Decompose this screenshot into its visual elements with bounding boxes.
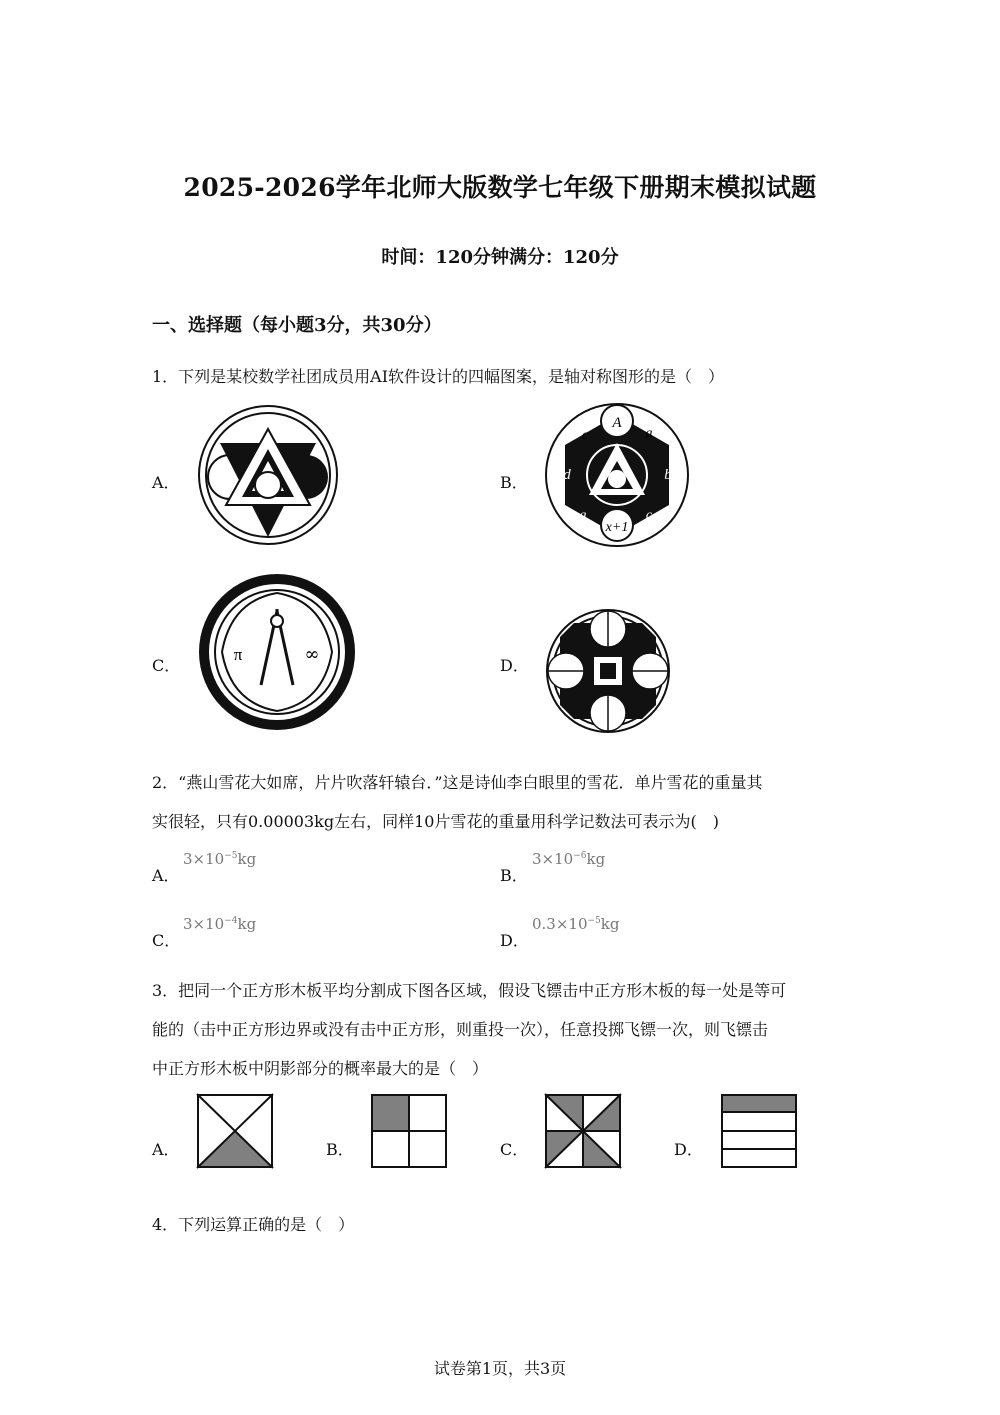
q3-figure-d [721, 1094, 797, 1168]
q3-option-c-label: C． [500, 1140, 529, 1159]
q3-figure-c [545, 1094, 621, 1168]
question-2-line-2: 实很轻，只有0.00003kg左右，同样10片雪花的重量用科学记数法可表示为( ) [152, 812, 719, 831]
q3-option-b-label: B． [326, 1140, 354, 1159]
question-4-text: 4．下列运算正确的是（ ） [152, 1215, 355, 1234]
fig-b-label-a-upper: A [612, 415, 622, 431]
q1-figure-c [198, 573, 356, 731]
q2-option-a-value: $3\times 10^{-5}kg$ [183, 850, 257, 868]
q2-option-b-label: B． [500, 866, 528, 885]
fig-c-label-infinity: ∞ [304, 644, 320, 665]
question-3-line-2: 能的（击中正方形边界或没有击中正方形，则重投一次），任意投掷飞镖一次，则飞镖击 [152, 1020, 769, 1039]
fig-b-label-a-top: a [645, 426, 653, 441]
fig-b-label-c-bottom: c [645, 508, 653, 523]
fig-c-label-pi: π [233, 645, 243, 664]
exam-info: 时间：120分钟满分：120分 [381, 247, 619, 268]
fig-b-label-c-top: c [581, 428, 589, 443]
fig-b-label-b: b [664, 467, 672, 483]
section-heading: 一、选择题（每小题3分，共30分） [152, 315, 442, 336]
q2-option-c-value: $3\times 10^{-4}kg$ [183, 915, 257, 933]
fig-b-label-d: d [563, 467, 571, 483]
page-title: 2025-2026学年北师大版数学七年级下册期末模拟试题 [183, 173, 817, 202]
question-3-line-1: 3．把同一个正方形木板平均分割成下图各区域，假设飞镖击中正方形木板的每一处是等可 [152, 981, 787, 1000]
question-1-text: 1．下列是某校数学社团成员用AI软件设计的四幅图案，是轴对称图形的是（ ） [152, 367, 725, 386]
q1-figure-b [545, 403, 690, 548]
q2-option-d-value: $0.3\times 10^{-5}kg$ [532, 915, 620, 933]
page-footer: 试卷第1页，共3页 [433, 1359, 567, 1378]
question-2-line-1: 2．“燕山雪花大如席，片片吹落轩辕台．”这是诗仙李白眼里的雪花．单片雪花的重量其 [152, 773, 763, 792]
q2-option-d-label: D． [500, 931, 529, 950]
fig-b-label-a-bottom: a [579, 508, 587, 523]
q3-option-a-label: A． [152, 1140, 180, 1159]
q1-option-d-label: D． [500, 656, 529, 675]
q1-option-b-label: B． [500, 473, 528, 492]
q1-option-a-label: A． [152, 473, 180, 492]
q3-option-d-label: D． [674, 1140, 703, 1159]
fig-b-label-x1: x+1 [605, 520, 629, 535]
q2-option-a-label: A． [152, 866, 180, 885]
q2-option-c-label: C． [152, 931, 181, 950]
q1-option-c-label: C． [152, 656, 181, 675]
q3-figure-a [197, 1094, 273, 1168]
q3-figure-b [371, 1094, 447, 1168]
q1-figure-d [546, 609, 670, 733]
question-3-line-3: 中正方形木板中阴影部分的概率最大的是（ ） [152, 1059, 489, 1078]
q2-option-b-value: $3\times 10^{-6}kg$ [532, 850, 606, 868]
q1-figure-a [198, 405, 338, 545]
